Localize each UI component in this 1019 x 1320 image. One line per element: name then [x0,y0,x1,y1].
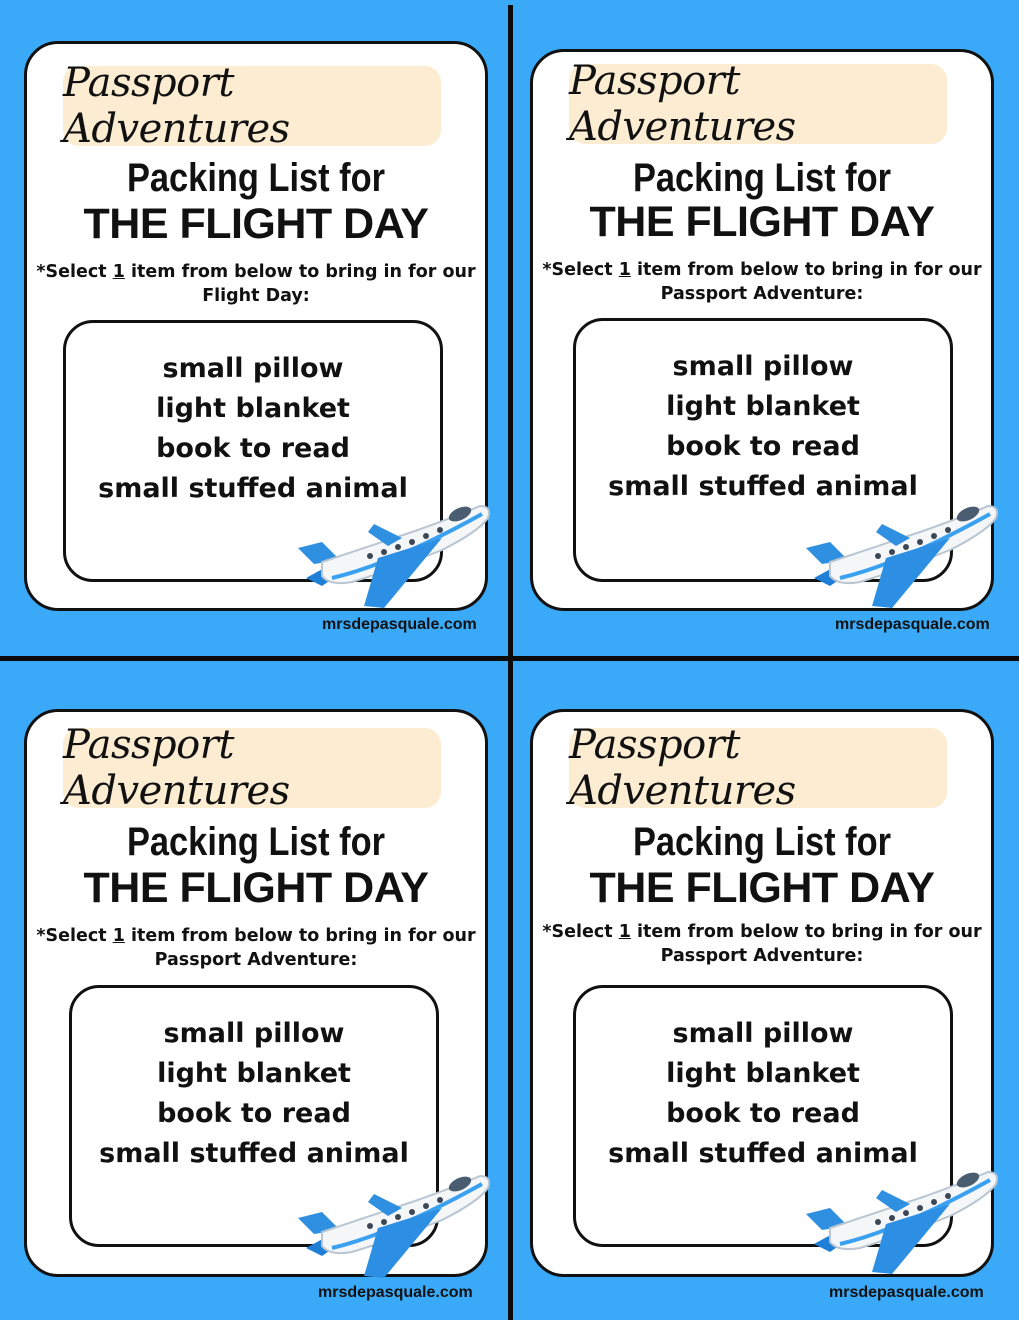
instruction-line-2: Passport Adventure: [660,946,864,966]
website-footer: mrsdepasquale.com [835,616,990,633]
instruction-line-2: Passport Adventure: [154,950,358,970]
instruction-text [33,260,479,308]
airplane-icon [800,1164,1000,1274]
brand-banner: Passport Adventures [569,728,947,808]
list-item: book to read [156,433,350,464]
list-item: light blanket [666,391,860,422]
list-item: small stuffed animal [98,473,408,504]
instruction-suffix: item from below to bring in for our [630,260,982,280]
website-footer: mrsdepasquale.com [829,1284,984,1301]
instruction-text [539,258,985,306]
item-list [576,347,950,507]
title-line-2: THE FLIGHT DAY [83,200,429,248]
website-footer: mrsdepasquale.com [322,616,477,633]
item-list [72,1014,436,1174]
instruction-suffix: item from below to bring in for our [124,926,476,946]
instruction-suffix: item from below to bring in for our [124,262,476,282]
list-item: book to read [666,431,860,462]
horizontal-cut-line [0,656,1019,661]
list-item: small stuffed animal [99,1138,409,1169]
brand-banner: Passport Adventures [569,64,947,144]
vertical-cut-line [508,5,513,1320]
title-line-1: Packing List for [126,820,386,864]
list-item: light blanket [666,1058,860,1089]
airplane-icon [800,498,1000,608]
instruction-line-2: Flight Day: [202,286,310,306]
list-item: book to read [157,1098,351,1129]
instruction-prefix: *Select [542,260,619,280]
instruction-prefix: *Select [36,926,113,946]
instruction-line-2: Passport Adventure: [660,284,864,304]
airplane-icon [292,498,492,608]
instruction-number: 1 [618,260,631,280]
title-line-2: THE FLIGHT DAY [83,864,429,912]
title-line-1: Packing List for [632,820,892,864]
instruction-number: 1 [112,262,125,282]
list-item: small pillow [672,351,854,382]
brand-banner: Passport Adventures [63,66,441,146]
instruction-text [539,920,985,968]
list-item: small pillow [162,353,344,384]
title-line-2: THE FLIGHT DAY [589,864,935,912]
list-item: book to read [666,1098,860,1129]
title-line-1: Packing List for [126,156,386,200]
list-item: small stuffed animal [608,471,918,502]
list-item: small stuffed animal [608,1138,918,1169]
list-item: light blanket [157,1058,351,1089]
instruction-prefix: *Select [36,262,113,282]
instruction-number: 1 [618,922,631,942]
title-line-2: THE FLIGHT DAY [589,198,935,246]
brand-banner: Passport Adventures [63,728,441,808]
instruction-suffix: item from below to bring in for our [630,922,982,942]
list-item: small pillow [163,1018,345,1049]
item-list [576,1014,950,1174]
instruction-text [33,924,479,972]
item-list [66,349,440,509]
title-line-1: Packing List for [632,156,892,200]
website-footer: mrsdepasquale.com [318,1284,473,1301]
list-item: small pillow [672,1018,854,1049]
instruction-number: 1 [112,926,125,946]
instruction-prefix: *Select [542,922,619,942]
airplane-icon [292,1168,492,1278]
list-item: light blanket [156,393,350,424]
